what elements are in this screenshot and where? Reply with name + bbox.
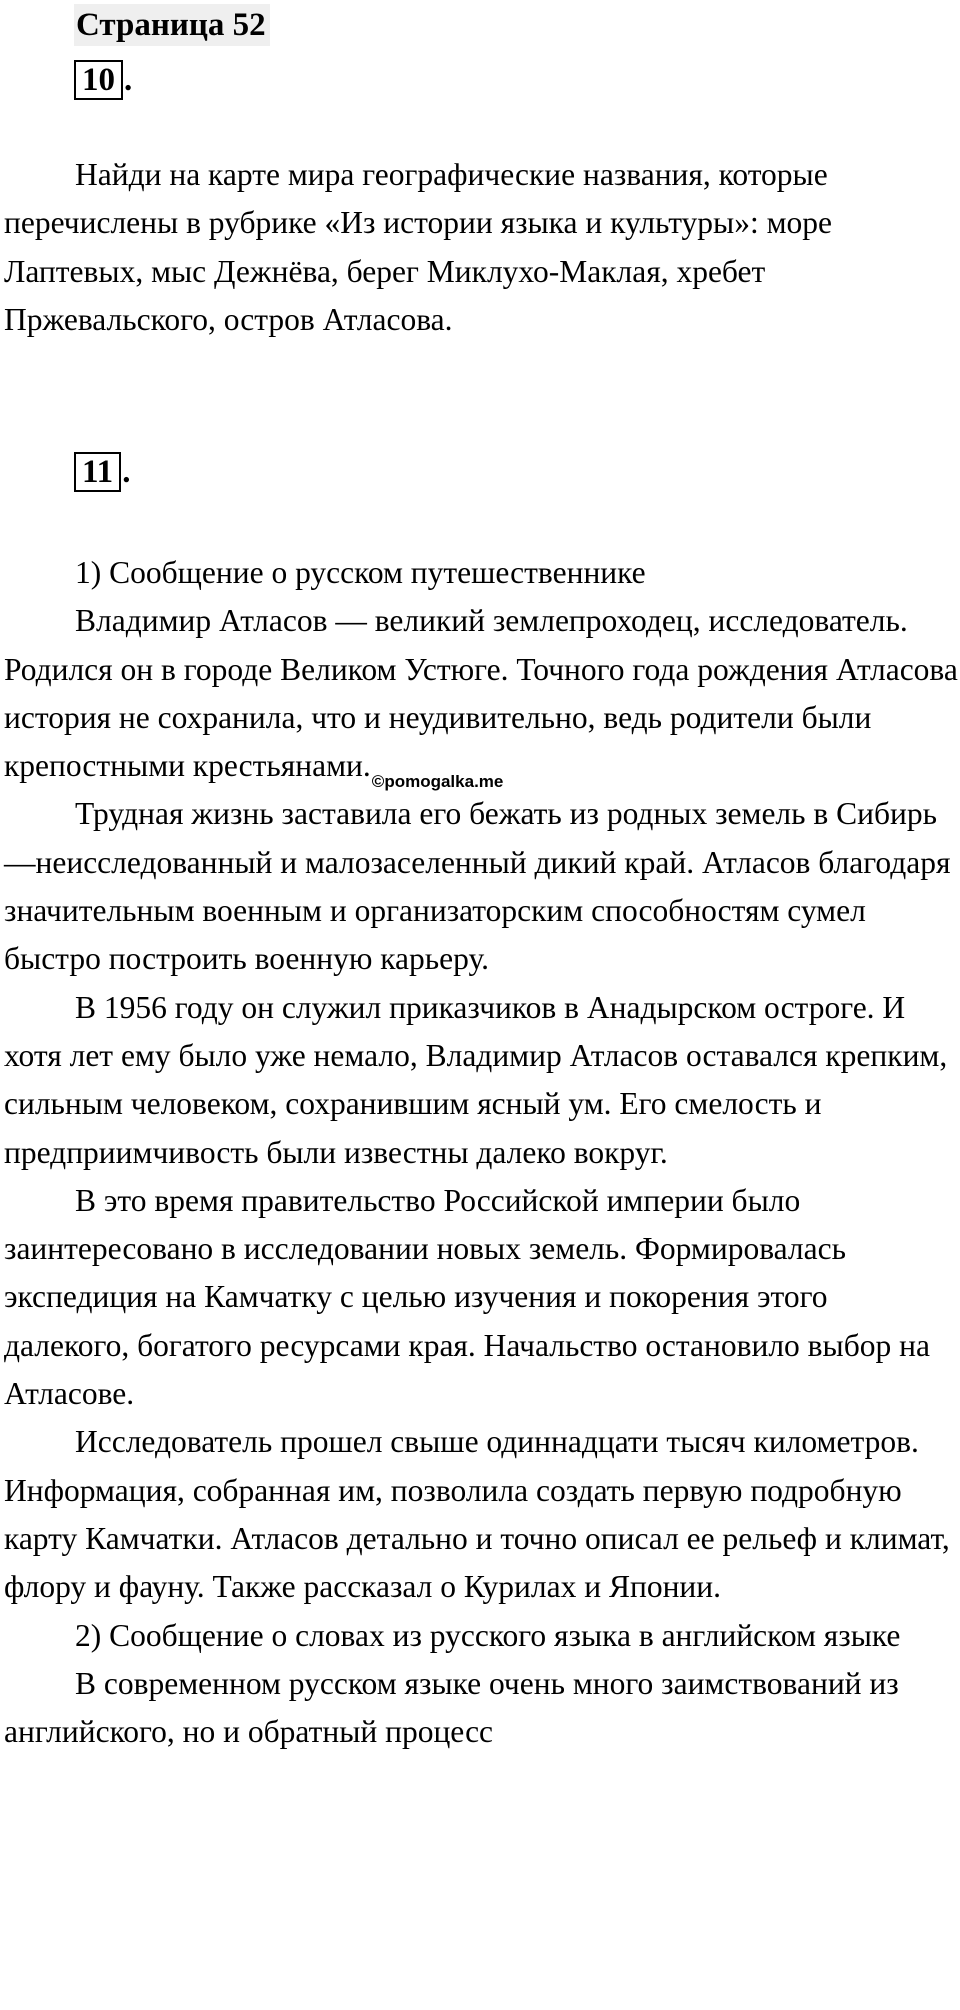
task-11-text — [4, 549, 958, 1756]
paragraph-text: Владимир Атласов — великий землепроходец, исследователь. Родился он в городе Великом Устюге. Точного года рождения Атласова история не сохранила, что и неудивительно, ведь родители были крепостными крестьянами. — [4, 603, 958, 784]
paragraph-heading: 1) Сообщение о русском путешественнике — [75, 555, 646, 590]
task-10-text — [4, 151, 958, 344]
paragraph: В 1956 году он служил приказчиков в Анадырском остроге. И хотя лет ему было уже немало, Владимир Атласов оставался крепким, сильным человеком, сохранившим ясный ум. Его смелость и предприимчивость были известны далеко вокруг. — [4, 989, 948, 1170]
paragraph — [4, 597, 958, 790]
task-number-dot: . — [124, 62, 133, 98]
paragraph-heading: 2) Сообщение о словах из русского языка в английском языке — [75, 1617, 901, 1653]
paragraph: Исследователь прошел свыше одиннадцати тысяч километров. Информация, собранная им, позволила создать первую подробную карту Камчатки. Атласов детально и точно описал ее рельеф и климат, флору и фауну. Также рассказал о Курилах и Японии. — [4, 1424, 950, 1605]
paragraph: Найди на карте мира географические названия, которые перечислены в рубрике «Из истории языка и культуры»: море Лаптевых, мыс Дежнёва, берег Миклухо-Маклая, хребет Пржевальского, остров Атласова. — [4, 157, 833, 337]
paragraph: В это время правительство Российской империи было заинтересовано в исследовании новых земель. Формировалась экспедиция на Камчатку с целью изучения и покорения этого далекого, богатого ресурсами края. Начальство остановило выбор на Атласове. — [4, 1182, 930, 1412]
task-number-10 — [74, 60, 132, 100]
page-title: Страница 52 — [74, 4, 270, 46]
paragraph: В современном русском языке очень много заимствований из английского, но и обратный процесс — [4, 1665, 899, 1750]
task-number-box: 10 — [74, 60, 123, 100]
task-number-dot: . — [122, 454, 131, 490]
watermark: ©pomogalka.me — [371, 772, 504, 792]
task-number-11 — [74, 452, 130, 492]
paragraph: Трудная жизнь заставила его бежать из родных земель в Сибирь —неисследованный и малозаселенный дикий край. Атласов благодаря значительным военным и организаторским способностям сумел быстро построить военную карьеру. — [4, 796, 951, 977]
task-number-box: 11 — [74, 452, 121, 492]
